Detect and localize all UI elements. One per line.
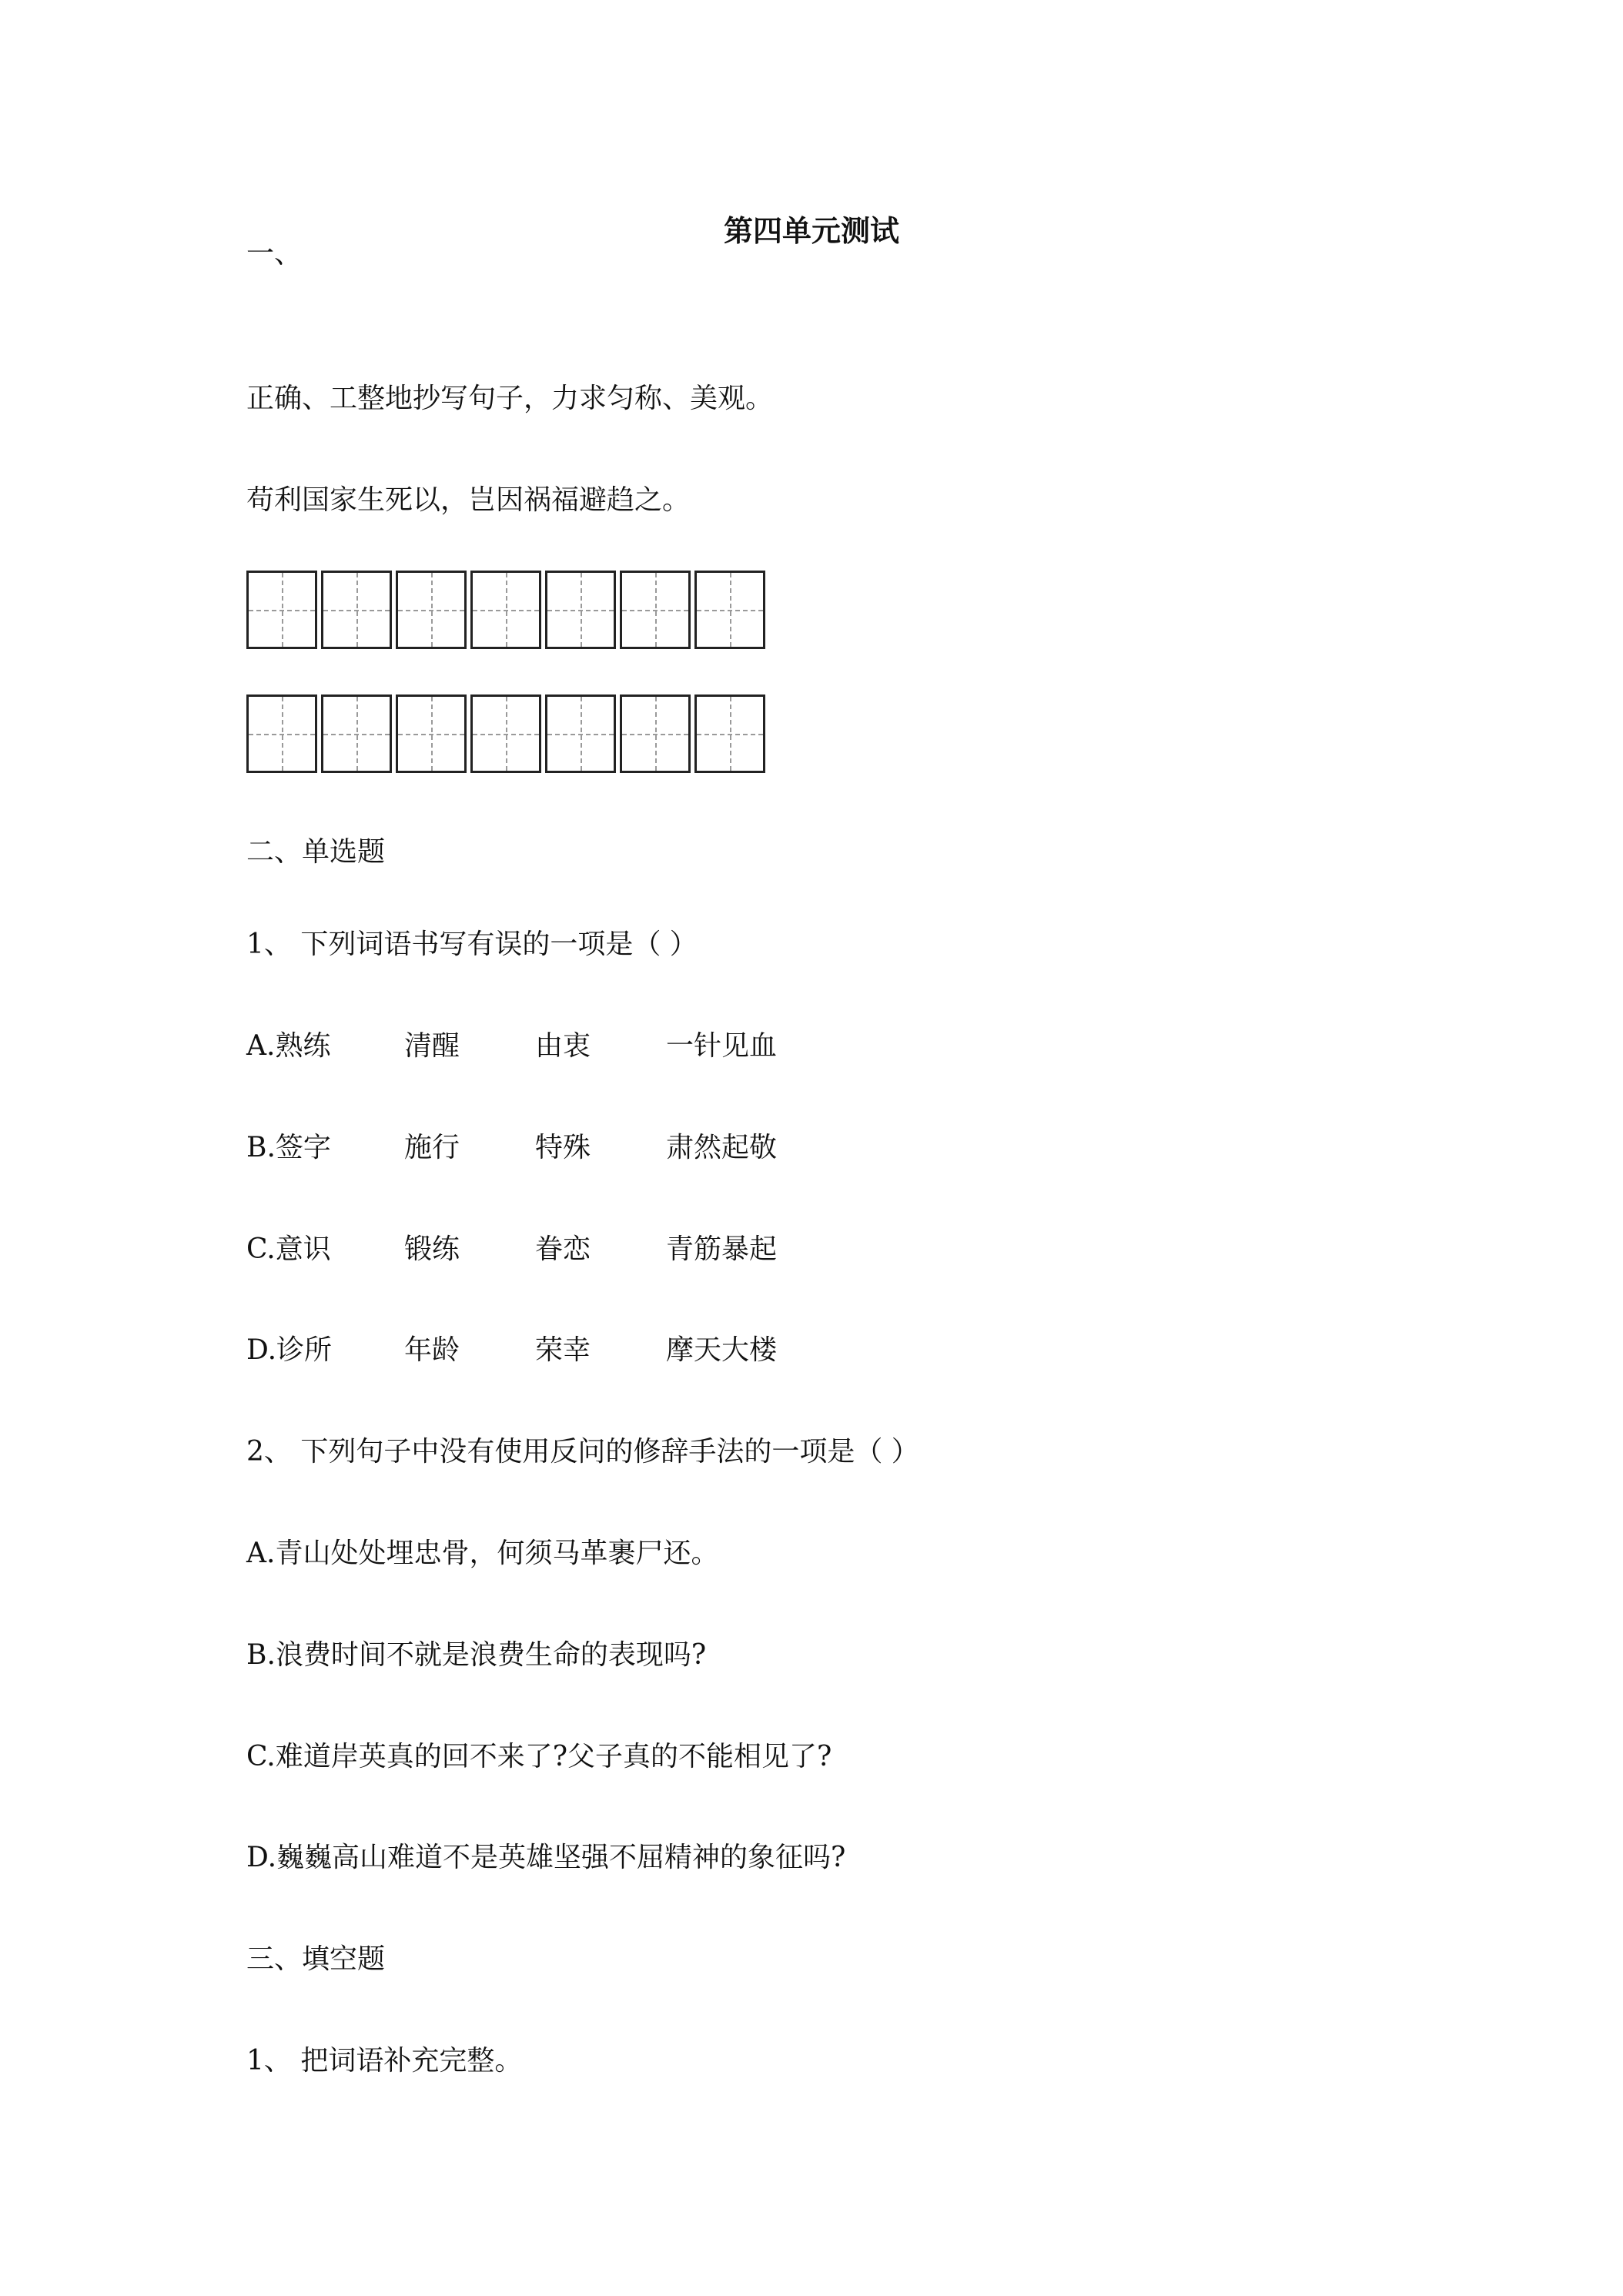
writing-cell[interactable]: [620, 571, 691, 649]
writing-cell[interactable]: [694, 571, 765, 649]
writing-cell[interactable]: [246, 571, 317, 649]
writing-grid-row-1: [246, 571, 769, 649]
section1-sentence: 苟利国家生死以，岂因祸福避趋之。: [246, 484, 691, 516]
q2-option-a[interactable]: A.青山处处埋忠骨，何须马革裹尸还。: [246, 1538, 719, 1569]
writing-cell[interactable]: [470, 571, 541, 649]
writing-cell[interactable]: [694, 694, 765, 773]
q2-option-d[interactable]: D.巍巍高山难道不是英雄坚强不屈精神的象征吗?: [246, 1842, 846, 1873]
writing-cell[interactable]: [620, 694, 691, 773]
writing-cell[interactable]: [545, 694, 616, 773]
writing-cell[interactable]: [321, 694, 392, 773]
writing-cell[interactable]: [246, 694, 317, 773]
section3-q1-stem: 1、 把词语补充完整。: [246, 2045, 523, 2077]
q2-stem: 2、 下列句子中没有使用反问的修辞手法的一项是（ ）: [246, 1436, 919, 1468]
q1-stem: 1、 下列词语书写有误的一项是（ ）: [246, 929, 698, 960]
writing-cell[interactable]: [321, 571, 392, 649]
section1-instruction: 正确、工整地抄写句子，力求匀称、美观。: [246, 383, 774, 414]
writing-grid-row-2: [246, 694, 769, 773]
writing-cell[interactable]: [396, 694, 467, 773]
q2-option-b[interactable]: B.浪费时间不就是浪费生命的表现吗?: [246, 1639, 707, 1671]
writing-cell[interactable]: [396, 571, 467, 649]
writing-cell[interactable]: [470, 694, 541, 773]
writing-cell[interactable]: [545, 571, 616, 649]
section1-heading: 一、: [246, 238, 303, 269]
page-title: 第四单元测试: [723, 214, 899, 248]
section3-heading: 三、填空题: [246, 1943, 386, 1975]
q2-option-c[interactable]: C.难道岸英真的回不来了?父子真的不能相见了?: [246, 1741, 832, 1772]
section2-heading: 二、单选题: [246, 836, 386, 868]
